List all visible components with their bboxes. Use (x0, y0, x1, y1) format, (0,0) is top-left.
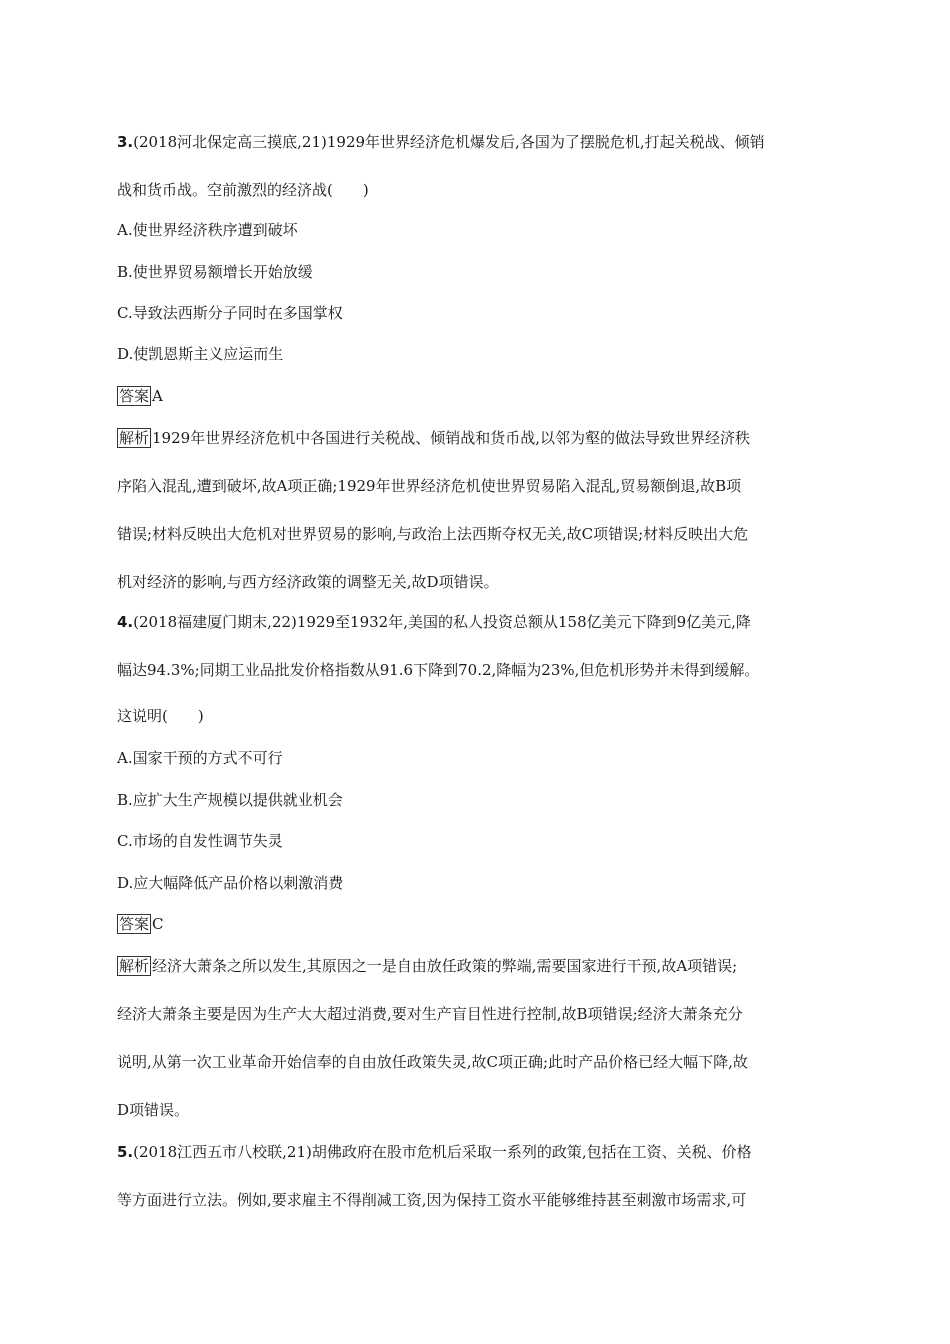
question-number: 3. (117, 133, 134, 151)
question-number: 4. (117, 613, 134, 631)
question-3-analysis-line-4: 机对经济的影响,与西方经济政策的调整无关,故D项错误。 (117, 573, 499, 591)
question-3-analysis-line-1: 解析 1929年世界经济危机中各国进行关税战、倾销战和货币战,以邻为壑的做法导致世界经济秩 (119, 429, 750, 447)
answer-label: 答案 (119, 915, 150, 933)
question-3-stem-line-1: 3.(2018河北保定高三摸底,21)1929年世界经济危机爆发后,各国为了摆脱危机,打起关税战、倾销 (117, 133, 765, 151)
question-4-stem-line-3: 这说明( ) (117, 707, 204, 725)
question-4-stem-line-2: 幅达94.3%;同期工业品批发价格指数从91.6下降到70.2,降幅为23%,但危机形势并未得到缓解。 (117, 661, 760, 679)
question-3-answer (117, 386, 163, 406)
question-3-option-c: C.导致法西斯分子同时在多国掌权 (117, 304, 343, 322)
question-4-analysis-line-2: 经济大萧条主要是因为生产大大超过消费,要对生产盲目性进行控制,故B项错误;经济大萧条充分 (117, 1005, 743, 1023)
question-4-option-c: C.市场的自发性调节失灵 (117, 832, 283, 850)
question-3-option-a: A.使世界经济秩序遭到破坏 (117, 221, 298, 239)
question-4-stem-line-1: 4.(2018福建厦门期末,22)1929至1932年,美国的私人投资总额从158亿美元下降到9亿美元,降 (117, 613, 751, 631)
question-3-analysis-line-2: 序陷入混乱,遭到破坏,故A项正确;1929年世界经济危机使世界贸易陷入混乱,贸易额倒退,故B项 (117, 477, 742, 495)
question-4-analysis-line-1: 解析 经济大萧条之所以发生,其原因之一是自由放任政策的弊端,需要国家进行干预,故A项错误; (119, 957, 738, 975)
question-number: 5. (117, 1143, 134, 1161)
question-3-stem-line-2: 战和货币战。空前激烈的经济战( ) (117, 181, 369, 199)
question-4-option-a: A.国家干预的方式不可行 (117, 749, 283, 767)
question-4-option-d: D.应大幅降低产品价格以刺激消费 (117, 874, 344, 892)
analysis-label: 解析 (119, 957, 150, 975)
question-4-analysis-line-3: 说明,从第一次工业革命开始信奉的自由放任政策失灵,故C项正确;此时产品价格已经大幅下降,故 (117, 1053, 748, 1071)
question-4-option-b: B.应扩大生产规模以提供就业机会 (117, 791, 343, 809)
question-4-analysis-line-4: D项错误。 (117, 1101, 190, 1119)
answer-value: A (152, 387, 163, 405)
answer-label: 答案 (119, 387, 150, 405)
question-5-stem-line-2: 等方面进行立法。例如,要求雇主不得削减工资,因为保持工资水平能够维持甚至刺激市场需求,可 (117, 1191, 747, 1209)
question-5-stem-line-1: 5.(2018江西五市八校联,21)胡佛政府在股市危机后采取一系列的政策,包括在工资、关税、价格 (117, 1143, 752, 1161)
question-3-option-b: B.使世界贸易额增长开始放缓 (117, 263, 313, 281)
analysis-label: 解析 (119, 429, 150, 447)
question-3-option-d: D.使凯恩斯主义应运而生 (117, 345, 284, 363)
question-3-analysis-line-3: 错误;材料反映出大危机对世界贸易的影响,与政治上法西斯夺权无关,故C项错误;材料反映出大危 (117, 525, 749, 543)
question-4-answer (117, 914, 164, 934)
answer-value: C (152, 915, 164, 933)
